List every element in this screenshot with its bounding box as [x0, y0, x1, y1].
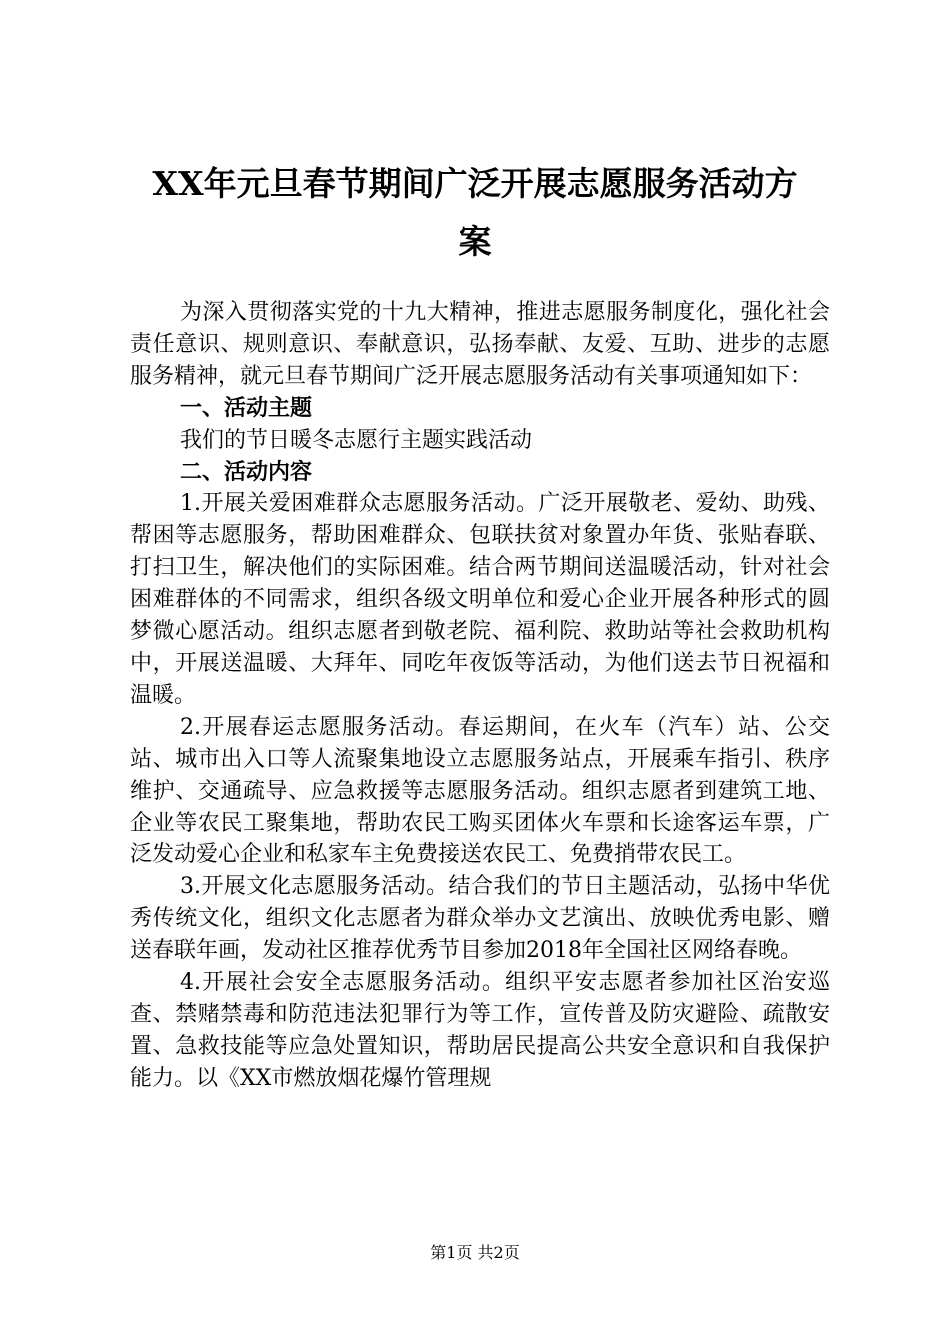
section-1-heading: 一、活动主题 — [180, 394, 313, 421]
section-2-heading: 二、活动内容 — [180, 458, 313, 485]
document-body — [130, 297, 830, 1095]
content-item-1: 1.开展关爱困难群众志愿服务活动。广泛开展敬老、爱幼、助残、帮困等志愿服务，帮助困难群众、包联扶贫对象置办年货、张贴春联、打扫卫生，解决他们的实际困难。结合两节期间送温暖活动，针对社会困难群体的不同需求，组织各级文明单位和爱心企业开展各种形式的圆梦微心愿活动。组织志愿者到敬老院、福利院、救助站等社会救助机构中，开展送温暖、大拜年、同吃年夜饭等活动，为他们送去节日祝福和温暖。 — [130, 491, 830, 708]
document-title-line-2: 案 — [458, 222, 492, 261]
intro-paragraph: 为深入贯彻落实党的十九大精神，推进志愿服务制度化，强化社会责任意识、规则意识、奉献意识，弘扬奉献、友爱、互助、进步的志愿服务精神，就元旦春节期间广泛开展志愿服务活动有关事项通知如下： — [130, 300, 830, 389]
document-title-line-1: XX年元旦春节期间广泛开展志愿服务活动方 — [152, 164, 798, 203]
content-item-3: 3.开展文化志愿服务活动。结合我们的节日主题活动，弘扬中华优秀传统文化，组织文化志愿者为群众举办文艺演出、放映优秀电影、赠送春联年画，发动社区推荐优秀节目参加2018年全国社区网络春晚。 — [130, 874, 830, 964]
content-item-4: 4.开展社会安全志愿服务活动。组织平安志愿者参加社区治安巡查、禁赌禁毒和防范违法犯罪行为等工作，宣传普及防灾避险、疏散安置、急救技能等应急处置知识，帮助居民提高公共安全意识和自我保护能力。以《XX市燃放烟花爆竹管理规 — [130, 970, 830, 1091]
page-number-footer: 第1页 共2页 — [430, 1243, 520, 1262]
content-item-2: 2.开展春运志愿服务活动。春运期间，在火车（汽车）站、公交站、城市出入口等人流聚集地设立志愿服务站点，开展乘车指引、秩序维护、交通疏导、应急救援等志愿服务活动。组织志愿者到建筑工地、企业等农民工聚集地，帮助农民工购买团体火车票和长途客运车票，广泛发动爱心企业和私家车主免费接送农民工、免费捎带农民工。 — [130, 714, 830, 868]
section-1-text: 我们的节日暖冬志愿行主题实践活动 — [180, 427, 533, 453]
